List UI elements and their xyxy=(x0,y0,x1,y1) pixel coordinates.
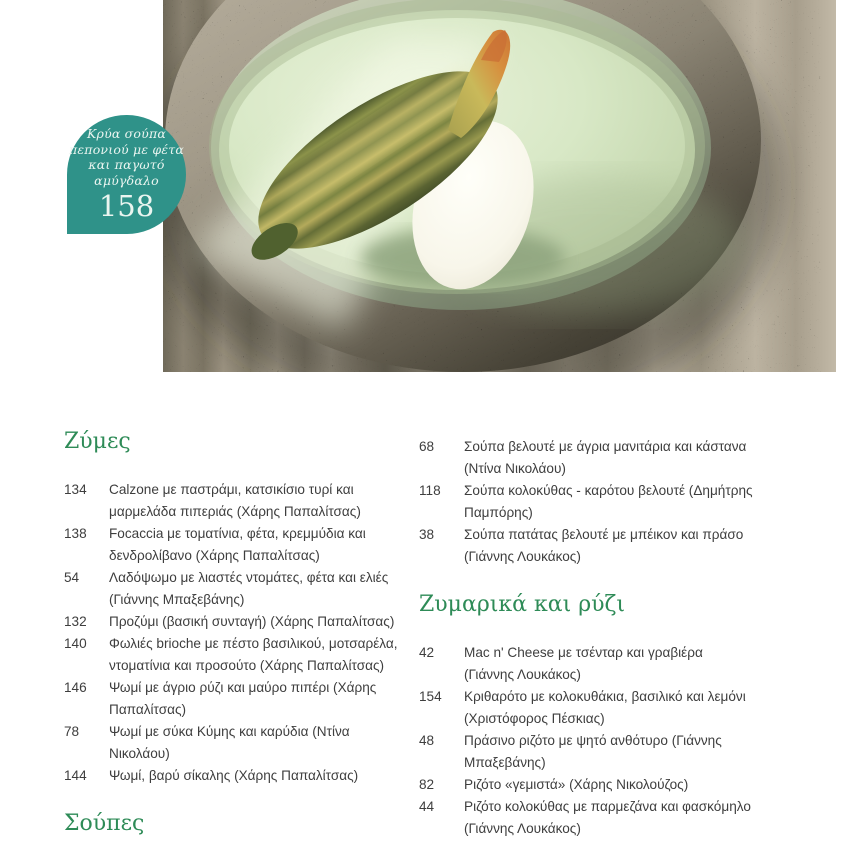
entry-page-number: 154 xyxy=(419,689,442,704)
entry-title: Mac n' Cheese με τσένταρ και γραβιέρα (Γιάννης Λουκάκος) xyxy=(464,645,703,682)
index-entry xyxy=(419,796,753,840)
index-column-right xyxy=(419,436,753,840)
entry-page-number: 38 xyxy=(419,527,435,542)
entry-page-number: 68 xyxy=(419,439,435,454)
entry-title: Λαδόψωμο με λιαστές ντομάτες, φέτα και ελιές (Γιάννης Μπαξεβάνης) xyxy=(109,570,389,607)
index-entry xyxy=(64,567,398,611)
section-heading-zymes: Ζύμες xyxy=(64,429,131,454)
entry-page-number: 42 xyxy=(419,645,435,660)
index-entry xyxy=(64,765,398,787)
entry-page-number: 82 xyxy=(419,777,435,792)
entry-title: Σούπα κολοκύθας - καρότου βελουτέ (Δημήτρης Παμπόρης) xyxy=(464,483,753,520)
section-heading-zymarika: Ζυμαρικά και ρύζι xyxy=(419,592,626,617)
index-entry xyxy=(419,642,753,686)
index-entry xyxy=(64,677,398,721)
badge-line: πεπονιού με φέτα xyxy=(68,141,185,157)
badge-page-number: 158 xyxy=(98,189,155,223)
index-entry xyxy=(419,686,753,730)
entry-title: Φωλιές brioche με πέστο βασιλικού, μοτσαρέλα, ντοματίνια και προσούτο (Χάρης Παπαλίτσας) xyxy=(109,636,398,673)
entry-title: Ψωμί με άγριο ρύζι και μαύρο πιπέρι (Χάρης Παπαλίτσας) xyxy=(109,680,377,717)
entry-title: Προζύμι (βασική συνταγή) (Χάρης Παπαλίτσας) xyxy=(109,614,395,629)
index-entry xyxy=(419,480,753,524)
entry-title: Σούπα πατάτας βελουτέ με μπέικον και πράσο (Γιάννης Λουκάκος) xyxy=(464,527,744,564)
entry-title: Ψωμί με σύκα Κύμης και καρύδια (Ντίνα Νικολάου) xyxy=(109,724,350,761)
entry-title: Focaccia με τοματίνια, φέτα, κρεμμύδια και δενδρολίβανο (Χάρης Παπαλίτσας) xyxy=(109,526,366,563)
entry-page-number: 132 xyxy=(64,614,87,629)
entry-title: Ριζότο «γεμιστά» (Χάρης Νικολούζος) xyxy=(464,777,689,792)
index-entry xyxy=(419,524,753,568)
index-entry xyxy=(419,774,753,796)
entry-title: Πράσινο ριζότο με ψητό ανθότυρο (Γιάννης Μπαξεβάνης) xyxy=(464,733,722,770)
entry-page-number: 44 xyxy=(419,799,435,814)
entry-page-number: 144 xyxy=(64,768,87,783)
index-entry xyxy=(64,479,398,523)
entry-title: Κριθαρότο με κολοκυθάκια, βασιλικό και λεμόνι (Χριστόφορος Πέσκιας) xyxy=(464,689,746,726)
index-column-left xyxy=(64,429,398,861)
index-entry xyxy=(64,633,398,677)
entry-page-number: 78 xyxy=(64,724,80,739)
entry-page-number: 54 xyxy=(64,570,80,585)
entry-title: Calzone με παστράμι, κατσικίσιο τυρί και μαρμελάδα πιπεριάς (Χάρης Παπαλίτσας) xyxy=(109,482,361,519)
entry-title: Ριζότο κολοκύθας με παρμεζάνα και φασκόμηλο (Γιάννης Λουκάκος) xyxy=(464,799,751,836)
index-entry xyxy=(419,730,753,774)
index-entry xyxy=(419,436,753,480)
index-entry xyxy=(64,523,398,567)
entry-page-number: 48 xyxy=(419,733,435,748)
entry-page-number: 138 xyxy=(64,526,87,541)
entry-title: Σούπα βελουτέ με άγρια μανιτάρια και κάστανα (Ντίνα Νικολάου) xyxy=(464,439,747,476)
badge-line: Κρύα σούπα xyxy=(86,126,166,141)
section-heading-soupes: Σούπες xyxy=(64,811,145,836)
entry-page-number: 146 xyxy=(64,680,87,695)
entry-page-number: 134 xyxy=(64,482,87,497)
entry-title: Ψωμί, βαρύ σίκαλης (Χάρης Παπαλίτσας) xyxy=(109,768,359,783)
entry-page-number: 118 xyxy=(419,483,441,498)
index-entry xyxy=(64,721,398,765)
badge-line: αμύγδαλο xyxy=(94,172,159,188)
recipe-badge xyxy=(67,115,186,234)
entry-page-number: 140 xyxy=(64,636,87,651)
hero-photo xyxy=(163,0,836,372)
badge-line: και παγωτό xyxy=(88,157,165,172)
index-entry xyxy=(64,611,398,633)
